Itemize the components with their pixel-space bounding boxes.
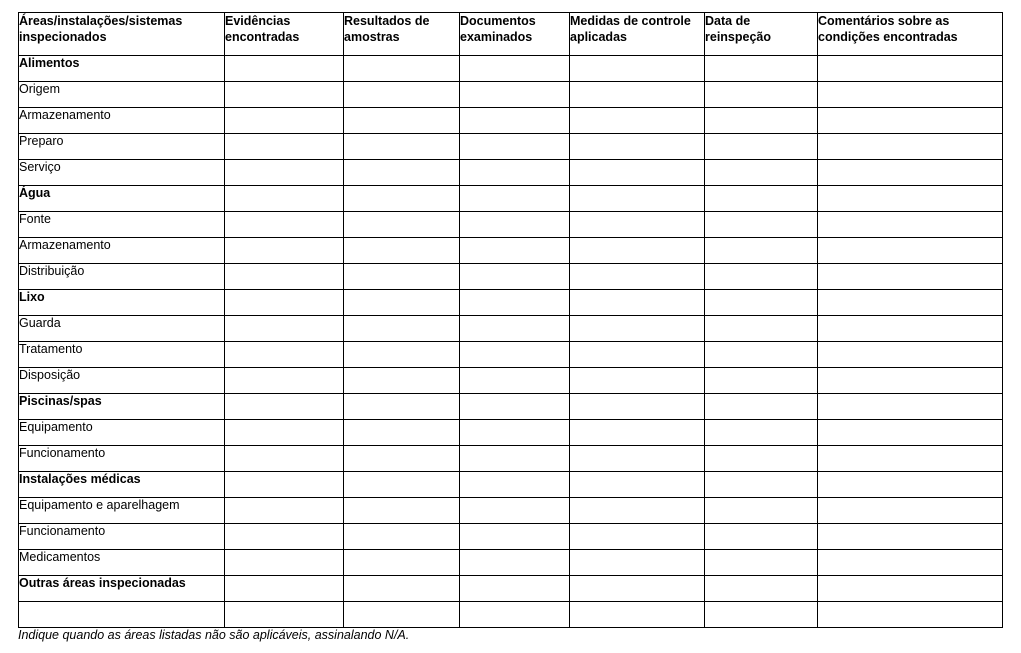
row-label-piscinas-spas: Piscinas/spas	[19, 394, 225, 420]
cell-resultados[interactable]	[344, 56, 460, 82]
cell-comentarios[interactable]	[818, 212, 1003, 238]
cell-evidencias[interactable]	[225, 420, 344, 446]
column-header-areas: Áreas/instalações/sistemas inspecionados	[19, 13, 225, 56]
cell-medidas[interactable]	[570, 576, 705, 602]
row-label-armazenamento-agua: Armazenamento	[19, 238, 225, 264]
row-label-guarda: Guarda	[19, 316, 225, 342]
cell-documentos[interactable]	[460, 472, 570, 498]
cell-comentarios[interactable]	[818, 238, 1003, 264]
cell-medidas[interactable]	[570, 264, 705, 290]
cell-evidencias[interactable]	[225, 446, 344, 472]
cell-data[interactable]	[705, 186, 818, 212]
row-label-origem: Origem	[19, 82, 225, 108]
row-label-funcionamento-medicas: Funcionamento	[19, 524, 225, 550]
row-label-disposicao: Disposição	[19, 368, 225, 394]
inspection-form	[18, 12, 1002, 628]
row-label-agua: Água	[19, 186, 225, 212]
row-label-lixo: Lixo	[19, 290, 225, 316]
cell-resultados[interactable]	[344, 212, 460, 238]
cell-resultados[interactable]	[344, 290, 460, 316]
cell-evidencias[interactable]	[225, 576, 344, 602]
cell-comentarios[interactable]	[818, 56, 1003, 82]
row-label-instalacoes-medicas: Instalações médicas	[19, 472, 225, 498]
cell-data[interactable]	[705, 108, 818, 134]
cell-medidas[interactable]	[570, 290, 705, 316]
cell-resultados[interactable]	[344, 160, 460, 186]
cell-resultados[interactable]	[344, 394, 460, 420]
row-label-tratamento: Tratamento	[19, 342, 225, 368]
row-label-armazenamento-alimentos: Armazenamento	[19, 108, 225, 134]
table-row	[19, 394, 1003, 420]
table-body	[19, 56, 1003, 628]
cell-documentos[interactable]	[460, 82, 570, 108]
cell-resultados[interactable]	[344, 524, 460, 550]
column-header-documentos: Documentos examinados	[460, 13, 570, 56]
row-label-servico: Serviço	[19, 160, 225, 186]
cell-medidas[interactable]	[570, 446, 705, 472]
table-row	[19, 446, 1003, 472]
cell-evidencias[interactable]	[225, 394, 344, 420]
row-label-fonte: Fonte	[19, 212, 225, 238]
cell-comentarios[interactable]	[818, 290, 1003, 316]
table-row	[19, 316, 1003, 342]
cell-comentarios[interactable]	[818, 498, 1003, 524]
table-row	[19, 160, 1003, 186]
cell-documentos[interactable]	[460, 186, 570, 212]
cell-resultados[interactable]	[344, 472, 460, 498]
cell-medidas[interactable]	[570, 602, 705, 628]
cell-evidencias[interactable]	[225, 498, 344, 524]
table-row	[19, 186, 1003, 212]
cell-resultados[interactable]	[344, 316, 460, 342]
table-row	[19, 524, 1003, 550]
cell-documentos[interactable]	[460, 394, 570, 420]
cell-medidas[interactable]	[570, 160, 705, 186]
cell-documentos[interactable]	[460, 264, 570, 290]
cell-comentarios[interactable]	[818, 602, 1003, 628]
cell-comentarios[interactable]	[818, 316, 1003, 342]
table-row	[19, 498, 1003, 524]
cell-documentos[interactable]	[460, 368, 570, 394]
row-label-outras-areas: Outras áreas inspecionadas	[19, 576, 225, 602]
cell-comentarios[interactable]	[818, 368, 1003, 394]
cell-medidas[interactable]	[570, 394, 705, 420]
cell-comentarios[interactable]	[818, 446, 1003, 472]
cell-resultados[interactable]	[344, 238, 460, 264]
table-row	[19, 472, 1003, 498]
cell-comentarios[interactable]	[818, 264, 1003, 290]
cell-comentarios[interactable]	[818, 108, 1003, 134]
table-row	[19, 550, 1003, 576]
cell-documentos[interactable]	[460, 316, 570, 342]
cell-data[interactable]	[705, 498, 818, 524]
cell-data[interactable]	[705, 368, 818, 394]
cell-documentos[interactable]	[460, 498, 570, 524]
column-header-comentarios: Comentários sobre as condições encontradas	[818, 13, 1003, 56]
cell-evidencias[interactable]	[225, 134, 344, 160]
cell-comentarios[interactable]	[818, 160, 1003, 186]
column-header-medidas: Medidas de controle aplicadas	[570, 13, 705, 56]
cell-data[interactable]	[705, 420, 818, 446]
cell-resultados[interactable]	[344, 550, 460, 576]
cell-documentos[interactable]	[460, 420, 570, 446]
cell-documentos[interactable]	[460, 108, 570, 134]
cell-documentos[interactable]	[460, 56, 570, 82]
cell-data[interactable]	[705, 134, 818, 160]
table-header-row	[19, 13, 1003, 56]
cell-comentarios[interactable]	[818, 472, 1003, 498]
cell-evidencias[interactable]	[225, 108, 344, 134]
cell-resultados[interactable]	[344, 368, 460, 394]
cell-resultados[interactable]	[344, 134, 460, 160]
cell-resultados[interactable]	[344, 186, 460, 212]
cell-documentos[interactable]	[460, 342, 570, 368]
cell-medidas[interactable]	[570, 550, 705, 576]
cell-data[interactable]	[705, 56, 818, 82]
cell-data[interactable]	[705, 446, 818, 472]
row-label-preparo: Preparo	[19, 134, 225, 160]
column-header-data: Data de reinspeção	[705, 13, 818, 56]
cell-medidas[interactable]	[570, 420, 705, 446]
cell-data[interactable]	[705, 160, 818, 186]
cell-data[interactable]	[705, 602, 818, 628]
cell-data[interactable]	[705, 576, 818, 602]
cell-medidas[interactable]	[570, 238, 705, 264]
cell-evidencias[interactable]	[225, 186, 344, 212]
cell-evidencias[interactable]	[225, 602, 344, 628]
table-row	[19, 420, 1003, 446]
cell-medidas[interactable]	[570, 472, 705, 498]
table-row	[19, 602, 1003, 628]
inspection-table	[18, 12, 1003, 628]
cell-data[interactable]	[705, 394, 818, 420]
cell-evidencias[interactable]	[225, 238, 344, 264]
cell-medidas[interactable]	[570, 134, 705, 160]
cell-data[interactable]	[705, 264, 818, 290]
cell-comentarios[interactable]	[818, 394, 1003, 420]
cell-documentos[interactable]	[460, 550, 570, 576]
cell-resultados[interactable]	[344, 342, 460, 368]
cell-medidas[interactable]	[570, 316, 705, 342]
cell-evidencias[interactable]	[225, 524, 344, 550]
cell-resultados[interactable]	[344, 264, 460, 290]
table-row	[19, 56, 1003, 82]
cell-medidas[interactable]	[570, 368, 705, 394]
cell-documentos[interactable]	[460, 576, 570, 602]
cell-documentos[interactable]	[460, 160, 570, 186]
cell-evidencias[interactable]	[225, 368, 344, 394]
cell-evidencias[interactable]	[225, 472, 344, 498]
table-row	[19, 368, 1003, 394]
cell-medidas[interactable]	[570, 56, 705, 82]
cell-resultados[interactable]	[344, 602, 460, 628]
table-row	[19, 342, 1003, 368]
cell-evidencias[interactable]	[225, 212, 344, 238]
row-label-funcionamento-piscinas: Funcionamento	[19, 446, 225, 472]
cell-documentos[interactable]	[460, 446, 570, 472]
table-row	[19, 212, 1003, 238]
cell-medidas[interactable]	[570, 186, 705, 212]
cell-comentarios[interactable]	[818, 576, 1003, 602]
cell-medidas[interactable]	[570, 498, 705, 524]
row-label-alimentos: Alimentos	[19, 56, 225, 82]
cell-comentarios[interactable]	[818, 420, 1003, 446]
cell-resultados[interactable]	[344, 420, 460, 446]
cell-documentos[interactable]	[460, 602, 570, 628]
cell-resultados[interactable]	[344, 498, 460, 524]
column-header-resultados: Resultados de amostras	[344, 13, 460, 56]
cell-medidas[interactable]	[570, 212, 705, 238]
cell-comentarios[interactable]	[818, 550, 1003, 576]
cell-evidencias[interactable]	[225, 290, 344, 316]
cell-documentos[interactable]	[460, 238, 570, 264]
cell-evidencias[interactable]	[225, 82, 344, 108]
row-label-equipamento-piscinas: Equipamento	[19, 420, 225, 446]
cell-resultados[interactable]	[344, 82, 460, 108]
table-row	[19, 108, 1003, 134]
cell-evidencias[interactable]	[225, 316, 344, 342]
cell-comentarios[interactable]	[818, 82, 1003, 108]
row-label-distribuicao: Distribuição	[19, 264, 225, 290]
table-row	[19, 290, 1003, 316]
table-row	[19, 264, 1003, 290]
cell-data[interactable]	[705, 316, 818, 342]
footnote: Indique quando as áreas listadas não são aplicáveis, assinalando N/A.	[18, 628, 410, 642]
cell-data[interactable]	[705, 342, 818, 368]
cell-medidas[interactable]	[570, 342, 705, 368]
cell-evidencias[interactable]	[225, 550, 344, 576]
cell-medidas[interactable]	[570, 524, 705, 550]
cell-documentos[interactable]	[460, 524, 570, 550]
cell-documentos[interactable]	[460, 290, 570, 316]
cell-resultados[interactable]	[344, 108, 460, 134]
cell-evidencias[interactable]	[225, 160, 344, 186]
table-row	[19, 134, 1003, 160]
cell-data[interactable]	[705, 472, 818, 498]
table-row	[19, 238, 1003, 264]
cell-medidas[interactable]	[570, 108, 705, 134]
cell-data[interactable]	[705, 212, 818, 238]
cell-evidencias[interactable]	[225, 56, 344, 82]
cell-evidencias[interactable]	[225, 342, 344, 368]
row-label-empty[interactable]	[19, 602, 225, 628]
column-header-evidencias: Evidências encontradas	[225, 13, 344, 56]
cell-comentarios[interactable]	[818, 524, 1003, 550]
cell-data[interactable]	[705, 82, 818, 108]
cell-resultados[interactable]	[344, 576, 460, 602]
cell-comentarios[interactable]	[818, 186, 1003, 212]
cell-comentarios[interactable]	[818, 342, 1003, 368]
cell-documentos[interactable]	[460, 212, 570, 238]
cell-data[interactable]	[705, 524, 818, 550]
table-row	[19, 576, 1003, 602]
cell-resultados[interactable]	[344, 446, 460, 472]
table-row	[19, 82, 1003, 108]
row-label-equipamento-aparelhagem: Equipamento e aparelhagem	[19, 498, 225, 524]
cell-medidas[interactable]	[570, 82, 705, 108]
cell-data[interactable]	[705, 290, 818, 316]
cell-evidencias[interactable]	[225, 264, 344, 290]
cell-documentos[interactable]	[460, 134, 570, 160]
row-label-medicamentos: Medicamentos	[19, 550, 225, 576]
cell-data[interactable]	[705, 550, 818, 576]
cell-comentarios[interactable]	[818, 134, 1003, 160]
cell-data[interactable]	[705, 238, 818, 264]
